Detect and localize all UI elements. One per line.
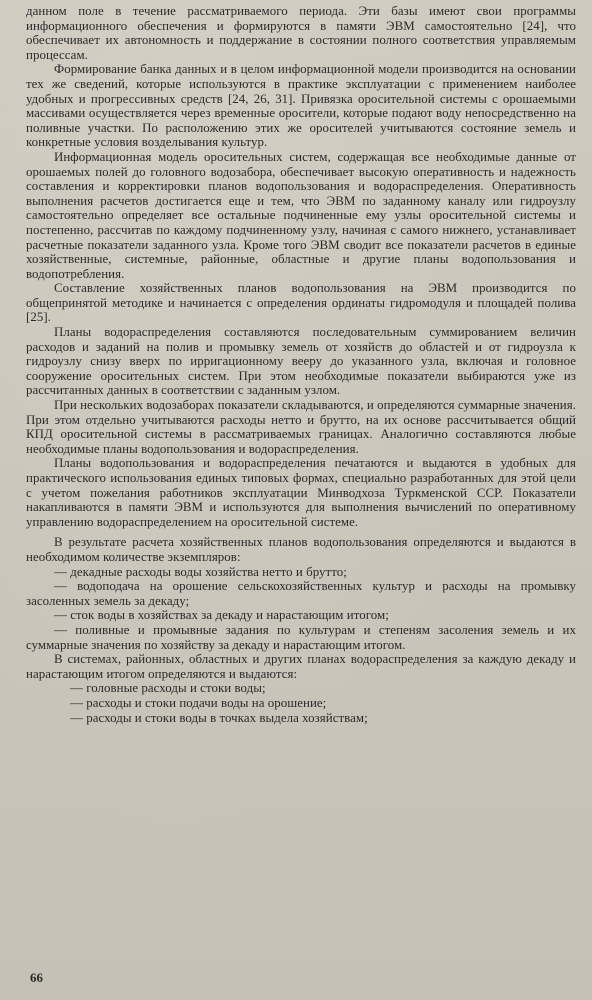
page-number: 66: [30, 971, 43, 985]
list-item: — расходы и стоки подачи воды на орошение;: [70, 695, 327, 710]
paragraph: Планы водопользования и водораспределения печатаются и выдаются в удобных для практического использования единых типовых формах, специально разработанных для этой цели с учетом пожелания работников эксплуатации Минводхоза Туркменской ССР. Показатели накапливаются в памяти ЭВМ и используются для выполнения вычислений по оперативному управлению водораспределением на оросительной системе.: [26, 456, 576, 529]
paragraph: Составление хозяйственных планов водопользования на ЭВМ производится по общепринятой методике и начинается с определения ординаты гидромодуля и площадей полива [25].: [26, 281, 576, 325]
list-item: — водоподача на орошение сельскохозяйственных культур и расходы на промывку засоленных земель за декаду;: [26, 579, 576, 608]
body-text: [26, 4, 576, 725]
list-item: — декадные расходы воды хозяйства нетто и брутто;: [54, 564, 347, 579]
paragraph: Информационная модель оросительных систем, содержащая все необходимые данные от орошаемых полей до головного водозабора, обеспечивает высокую оперативность и надежность составления и корректировки планов водопользования и водораспределения. Оперативность выполнения расчетов достигается еще и тем, что ЭВМ по заданному каналу или гидроузлу самостоятельно определяет все остальные подчиненные ему узлы оросительной системы и постепенно, рассчитав по каждому подчиненному узлу, начиная с самого нижнего, устанавливает расчетные показатели заданного узла. Кроме того ЭВМ сводит все показатели расчетов в единые хозяйственные, системные, районные, областные и другие планы водопользования и водопотребления.: [26, 149, 576, 281]
list-item: — сток воды в хозяйствах за декаду и нарастающим итогом;: [54, 608, 389, 623]
paragraph: В результате расчета хозяйственных планов водопользования определяются и выдаются в необходимом количестве экземпляров:: [26, 535, 576, 564]
paragraph: Планы водораспределения составляются последовательным суммированием величин расходов и заданий на полив и промывку земель от хозяйств до областей и от гидроузла к гидроузлу снизу вверх по ирригационному вееру до указанного узла, включая и головное сооружение оросительных систем. При этом необходимые показатели выбираются уже из рассчитанных данных в соответствии с заданным узлом.: [26, 325, 576, 398]
paragraph: В системах, районных, областных и других планах водораспределения за каждую декаду и нарастающим итогом определяются и выдаются:: [26, 652, 576, 681]
system-plans-list: [26, 681, 576, 725]
list-item: — головные расходы и стоки воды;: [70, 681, 266, 696]
list-item: — расходы и стоки воды в точках выдела хозяйствам;: [70, 710, 368, 725]
results-list: [26, 565, 576, 653]
paragraph: данном поле в течение рассматриваемого периода. Эти базы имеют свои программы информационного обеспечения и формируются в памяти ЭВМ самостоятельно [24], что обеспечивает их автономность и поддержание в состоянии полного соответствия управляемым процессам.: [26, 4, 576, 62]
paragraph: Формирование банка данных и в целом информационной модели производится на основании тех же сведений, которые используются в практике эксплуатации с применением наиболее удобных и прогрессивных средств [24, 26, 31]. Привязка оросительной системы с орошаемыми массивами осуществляется через временные оросители, которые подают воду непосредственно на поливные участки. По расположению этих же оросителей учитываются состояние земель и конкретные условия возделывания культур.: [26, 62, 576, 150]
list-item: — поливные и промывные задания по культурам и степеням засоления земель и их суммарные значения по хозяйству за декаду и нарастающим итогом.: [26, 622, 576, 652]
paragraph: При нескольких водозаборах показатели складываются, и определяются суммарные значения. При этом отдельно учитываются расходы нетто и брутто, на их основе рассчитывается общий КПД оросительной системы в рассматриваемых границах. Аналогично составляются любые необходимые планы водопользования и водораспределения.: [26, 398, 576, 456]
